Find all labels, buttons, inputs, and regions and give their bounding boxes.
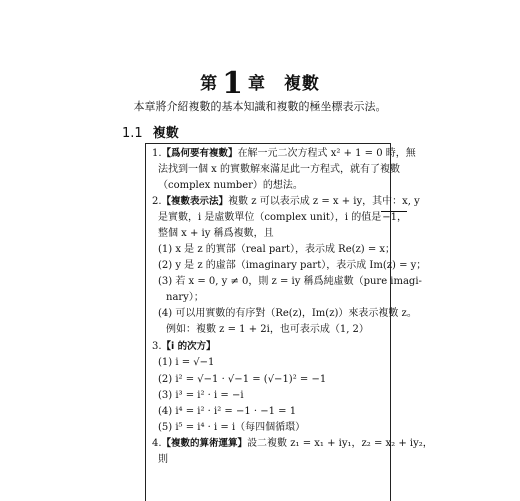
item-3-power-4: (4) i⁴ = i² · i² = −1 · −1 = 1 xyxy=(158,406,297,417)
item-3-power-1: (1) i = √−1 xyxy=(158,357,215,368)
chapter-intro: 本章將介紹複數的基本知識和複數的極坐標表示法。 xyxy=(133,100,387,113)
item-3-power-5: (5) i⁵ = i⁴ · i = i（每四個循環） xyxy=(158,422,306,433)
summary-box xyxy=(145,143,433,501)
item-2-line-1 xyxy=(152,195,420,209)
section-name: 複數 xyxy=(152,126,179,141)
item-1-text-1: 在解一元二次方程式 x² + 1 = 0 時，無 xyxy=(237,148,416,159)
item-3-number: 3. xyxy=(152,341,162,352)
item-2-line-3: 整個 x + iy 稱爲複數，且 xyxy=(158,228,274,239)
item-2-sub-3b: nary）； xyxy=(166,292,204,303)
item-4-heading: 【複數的算術運算】 xyxy=(161,438,248,449)
item-2-sub-4a: (4) 可以用實數的有序對（Re(z)，Im(z)）來表示複數 z。 xyxy=(158,308,417,319)
item-1-line-1 xyxy=(152,147,416,161)
sqrt-minus-one: −1， xyxy=(382,212,408,223)
item-2-line-2 xyxy=(158,211,408,225)
item-4-line-1 xyxy=(152,437,433,451)
item-2-heading: 【複數表示法】 xyxy=(161,196,229,207)
item-3-power-3: (3) i³ = i² · i = −i xyxy=(158,390,244,401)
item-2-text-1: 複數 z 可以表示成 z = x + iy，其中：x, y xyxy=(228,196,420,207)
item-4-line-2: 則 xyxy=(158,454,168,465)
item-2-sub-1: (1) x 是 z 的實部（real part），表示成 Re(z) = x； xyxy=(158,244,396,255)
item-3-power-2: (2) i² = √−1 · √−1 = (√−1)² = −1 xyxy=(158,374,327,385)
chapter-suffix: 章 xyxy=(247,74,266,94)
section-number: 1.1 xyxy=(122,126,143,141)
chapter-prefix: 第 xyxy=(200,74,219,94)
item-4-text-1: 設二複數 z₁ = x₁ + iy₁，z₂ = x₂ + iy₂， xyxy=(247,438,433,449)
item-1-number: 1. xyxy=(152,148,162,159)
chapter-number: 1 xyxy=(222,66,244,101)
item-2-sub-4b: 例如：複數 z = 1 + 2i，也可表示成（1, 2） xyxy=(166,324,369,335)
item-2-sub-3a: (3) 若 x = 0, y ≠ 0，則 z = iy 稱爲純虛數（pure imagi- xyxy=(158,276,422,287)
item-1-heading: 【爲何要有複數】 xyxy=(161,148,238,159)
item-2-text-2a: 是實數，i 是虛數單位（complex unit），i 的值是 xyxy=(158,212,382,223)
chapter-name: 複數 xyxy=(283,74,320,94)
item-2-number: 2. xyxy=(152,196,162,207)
item-1-line-3: （complex number）的想法。 xyxy=(158,180,303,191)
item-2-sub-2: (2) y 是 z 的虛部（imaginary part），表示成 Im(z) = y； xyxy=(158,260,427,271)
section-heading xyxy=(122,122,179,141)
item-1-line-2: 法找到一個 x 的實數解來滿足此一方程式，就有了複數 xyxy=(158,164,400,175)
item-3-line-1 xyxy=(152,340,387,354)
item-4-number: 4. xyxy=(152,438,162,449)
item-3-heading: 【i 的次方】 xyxy=(161,341,216,352)
chapter-title xyxy=(0,66,520,101)
